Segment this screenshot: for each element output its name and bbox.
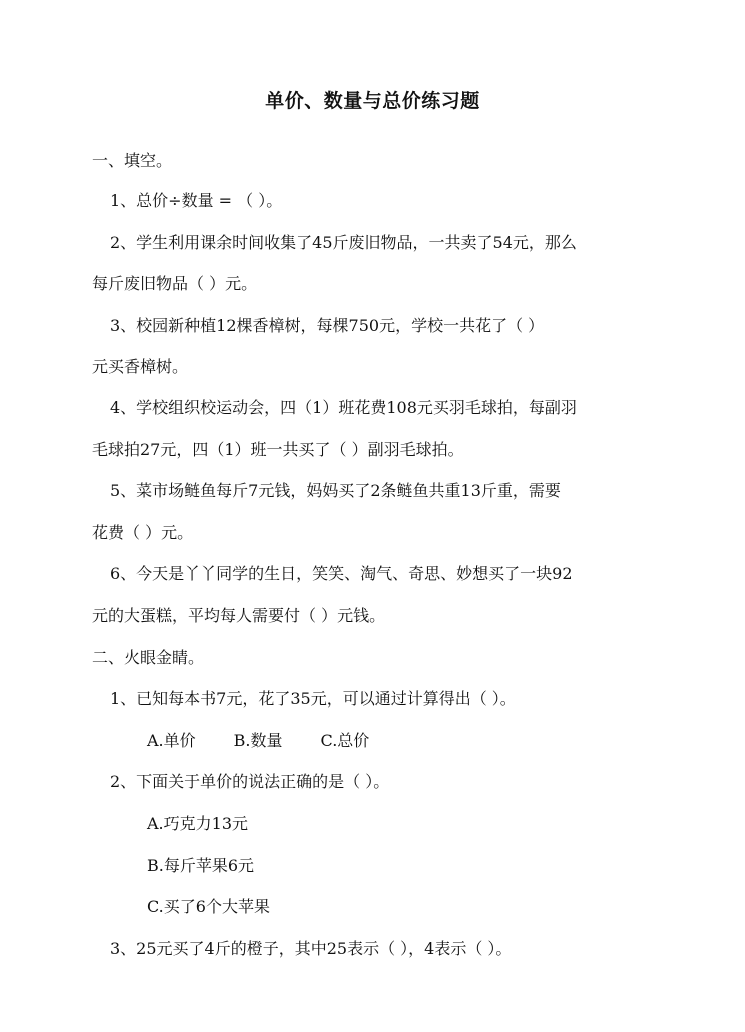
fill-question-2-line-1: 2、学生利用课余时间收集了45斤废旧物品，一共卖了54元，那么 <box>110 233 577 252</box>
section-fill-in-heading: 一、填空。 <box>92 151 173 170</box>
choice-option-b: B.数量 <box>233 731 283 750</box>
choice-option-a: A.单价 <box>147 731 196 750</box>
page-title: 单价、数量与总价练习题 <box>265 90 480 112</box>
choice-question-3: 3、25元买了4斤的橙子，其中25表示（ ），4表示（ ）。 <box>110 939 512 958</box>
fill-question-1: 1、总价÷数量 = （ ）。 <box>110 191 283 210</box>
choice-question-1: 1、已知每本书7元，花了35元，可以通过计算得出（ ）。 <box>110 689 516 708</box>
fill-question-2-line-2: 每斤废旧物品（ ）元。 <box>92 274 258 293</box>
fill-question-3-line-2: 元买香樟树。 <box>92 357 189 376</box>
fill-question-6-line-1: 6、今天是丫丫同学的生日，笑笑、淘气、奇思、妙想买了一块92 <box>110 564 573 583</box>
choice-question-2-option-c: C.买了6个大苹果 <box>147 897 270 916</box>
section-choice-heading: 二、火眼金睛。 <box>92 648 205 667</box>
choice-option-c: C.总价 <box>320 731 370 750</box>
choice-question-2-option-a: A.巧克力13元 <box>147 814 249 833</box>
choice-question-1-options <box>147 730 369 752</box>
fill-question-4-line-2: 毛球拍27元，四（1）班一共买了（ ）副羽毛球拍。 <box>92 440 464 459</box>
fill-question-3-line-1: 3、校园新种植12棵香樟树，每棵750元，学校一共花了（ ） <box>110 316 545 335</box>
choice-question-2-option-b: B.每斤苹果6元 <box>147 856 255 875</box>
fill-question-5-line-2: 花费（ ）元。 <box>92 523 194 542</box>
fill-question-5-line-1: 5、菜市场鲢鱼每斤7元钱，妈妈买了2条鲢鱼共重13斤重，需要 <box>110 481 561 500</box>
choice-question-2: 2、下面关于单价的说法正确的是（ ）。 <box>110 772 390 791</box>
fill-question-4-line-1: 4、学校组织校运动会，四（1）班花费108元买羽毛球拍，每副羽 <box>110 398 577 417</box>
fill-question-6-line-2: 元的大蛋糕，平均每人需要付（ ）元钱。 <box>92 606 386 625</box>
